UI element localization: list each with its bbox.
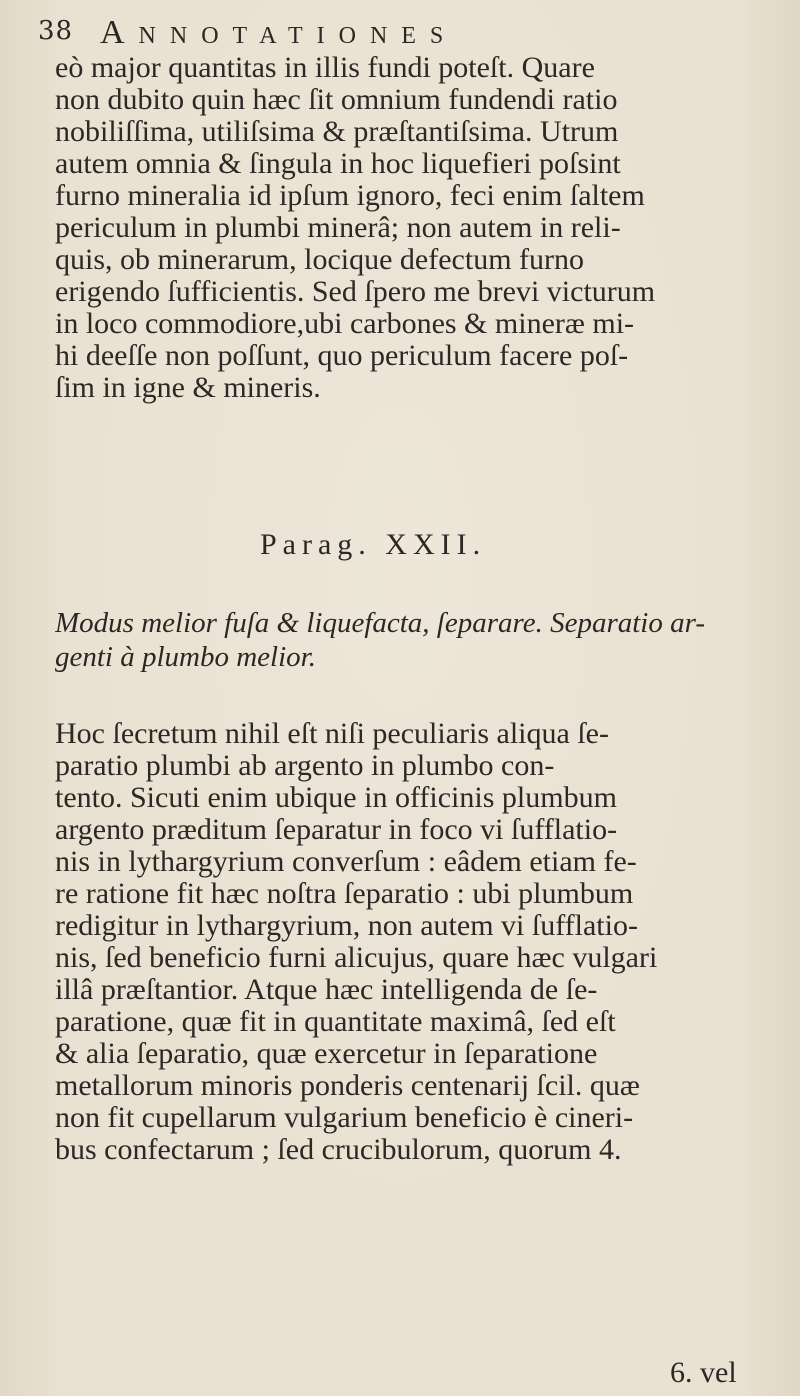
text-line: ſim in igne & mineris. (55, 372, 321, 404)
text-line: non dubito quin hæc ſit omnium fundendi ratio (55, 84, 618, 116)
text-line: argento præditum ſeparatur in foco vi ſufflatio- (55, 814, 618, 846)
text-line: & alia ſeparatio, quæ exercetur in ſeparatione (55, 1038, 598, 1070)
text-line: quis, ob minerarum, locique defectum furno (55, 244, 585, 276)
text-line: autem omnia & ſingula in hoc liquefieri poſsint (55, 148, 621, 180)
text-line: re ratione fit hæc noſtra ſeparatio : ubi plumbum (55, 878, 634, 910)
text-line: nis, ſed beneficio furni alicujus, quare hæc vulgari (55, 942, 658, 974)
text-line: periculum in plumbi minerâ; non autem in reli- (55, 212, 621, 244)
text-line: nis in lythargyrium converſum : eâdem etiam fe- (55, 846, 637, 878)
text-line: paratione, quæ fit in quantitate maximâ, ſed eſt (55, 1006, 616, 1038)
section-body (55, 718, 767, 1166)
paragraph-continuation (55, 52, 767, 404)
text-line: bus confectarum ; ſed crucibulorum, quorum 4. (55, 1134, 622, 1166)
page-header (38, 6, 778, 56)
text-line: redigitur in lythargyrium, non autem vi ſufflatio- (55, 910, 638, 942)
summary-line: genti à plumbo melior. (55, 641, 316, 673)
text-line: eò major quantitas in illis fundi poteſt. Quare (55, 52, 595, 84)
text-line: nobiliſſima, utiliſsima & præſtantiſsima. Utrum (55, 116, 619, 148)
running-head: Annotationes (100, 14, 458, 51)
text-line: in loco commodiore,ubi carbones & mineræ mi- (55, 308, 635, 340)
section-heading: Parag. XXII. (260, 528, 487, 561)
page-number: 38 (38, 16, 74, 46)
text-line: illâ præſtantior. Atque hæc intelligenda de ſe- (55, 974, 598, 1006)
text-line: tento. Sicuti enim ubique in officinis plumbum (55, 782, 617, 814)
text-line: erigendo ſufficientis. Sed ſpero me brevi victurum (55, 276, 656, 308)
text-line: paratio plumbi ab argento in plumbo con- (55, 750, 555, 782)
text-line: non fit cupellarum vulgarium beneficio è cineri- (55, 1102, 634, 1134)
text-line: hi deeſſe non poſſunt, quo periculum facere poſ- (55, 340, 629, 372)
section-summary (55, 606, 767, 674)
text-line: metallorum minoris ponderis centenarij ſcil. quæ (55, 1070, 640, 1102)
text-line: Hoc ſecretum nihil eſt niſi peculiaris aliqua ſe- (55, 718, 609, 750)
catchword: 6. vel (670, 1356, 737, 1389)
text-line: furno mineralia id ipſum ignoro, feci enim ſaltem (55, 180, 645, 212)
summary-line: Modus melior fuſa & liquefacta, ſeparare. Separatio ar- (55, 607, 705, 639)
